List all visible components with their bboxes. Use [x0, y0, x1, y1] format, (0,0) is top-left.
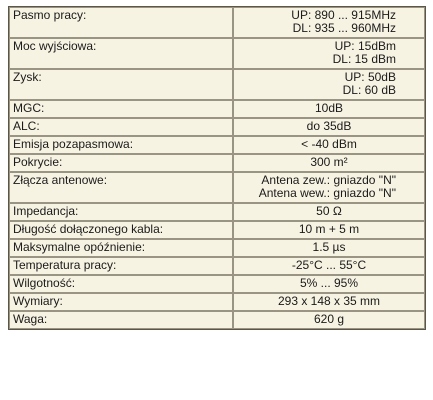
spec-label: Złącza antenowe: — [9, 172, 233, 203]
spec-value — [233, 172, 425, 203]
spec-value-line: UP: 15dBm — [334, 39, 396, 53]
spec-row — [9, 275, 425, 293]
spec-value-line: DL: 60 dB — [342, 83, 396, 97]
spec-value — [233, 118, 425, 136]
spec-value — [233, 257, 425, 275]
spec-value-line: 50 Ω — [316, 204, 342, 218]
spec-value — [233, 239, 425, 257]
spec-label: Emisja pozapasmowa: — [9, 136, 233, 154]
spec-value-line: 10 m + 5 m — [298, 222, 360, 236]
spec-row — [9, 38, 425, 69]
spec-value — [233, 38, 425, 69]
spec-row — [9, 221, 425, 239]
spec-value-line: 1.5 µs — [312, 240, 346, 254]
spec-row — [9, 154, 425, 172]
spec-value — [233, 311, 425, 329]
spec-value — [233, 154, 425, 172]
spec-row — [9, 118, 425, 136]
spec-table — [8, 6, 426, 330]
spec-row — [9, 239, 425, 257]
spec-value-line: DL: 15 dBm — [332, 52, 396, 66]
spec-row — [9, 172, 425, 203]
spec-value — [233, 293, 425, 311]
spec-value-line: UP: 890 ... 915MHz — [291, 8, 396, 22]
spec-table-body — [9, 7, 425, 329]
spec-label: Wilgotność: — [9, 275, 233, 293]
spec-row — [9, 293, 425, 311]
spec-label: Pasmo pracy: — [9, 7, 233, 38]
spec-label: Waga: — [9, 311, 233, 329]
spec-label: ALC: — [9, 118, 233, 136]
spec-row — [9, 311, 425, 329]
spec-label: Impedancja: — [9, 203, 233, 221]
spec-label: Moc wyjściowa: — [9, 38, 233, 69]
spec-row — [9, 100, 425, 118]
spec-value — [233, 221, 425, 239]
spec-value — [233, 275, 425, 293]
spec-value — [233, 136, 425, 154]
spec-row — [9, 7, 425, 38]
spec-label: Maksymalne opóźnienie: — [9, 239, 233, 257]
spec-label: Zysk: — [9, 69, 233, 100]
spec-value — [233, 7, 425, 38]
spec-value-line: 300 m² — [310, 155, 348, 169]
spec-row — [9, 69, 425, 100]
spec-row — [9, 203, 425, 221]
spec-value-line: 5% ... 95% — [299, 276, 359, 290]
spec-label: Temperatura pracy: — [9, 257, 233, 275]
spec-value-line: Antena zew.: gniazdo "N" — [261, 173, 396, 187]
spec-row — [9, 136, 425, 154]
spec-value-line: < -40 dBm — [301, 137, 357, 151]
spec-value-line: DL: 935 ... 960MHz — [292, 21, 396, 35]
spec-label: MGC: — [9, 100, 233, 118]
spec-label: Wymiary: — [9, 293, 233, 311]
spec-value — [233, 203, 425, 221]
spec-value-line: -25°C ... 55°C — [291, 258, 367, 272]
spec-value-line: 293 x 148 x 35 mm — [277, 294, 381, 308]
spec-value-line: 620 g — [313, 312, 345, 326]
spec-label: Długość dołączonego kabla: — [9, 221, 233, 239]
spec-value — [233, 100, 425, 118]
spec-value — [233, 69, 425, 100]
spec-value-line: 10dB — [314, 101, 344, 115]
spec-row — [9, 257, 425, 275]
spec-label: Pokrycie: — [9, 154, 233, 172]
spec-value-line: Antena wew.: gniazdo "N" — [258, 186, 396, 200]
spec-table-container — [8, 6, 426, 330]
spec-value-line: do 35dB — [306, 119, 352, 133]
spec-value-line: UP: 50dB — [344, 70, 396, 84]
